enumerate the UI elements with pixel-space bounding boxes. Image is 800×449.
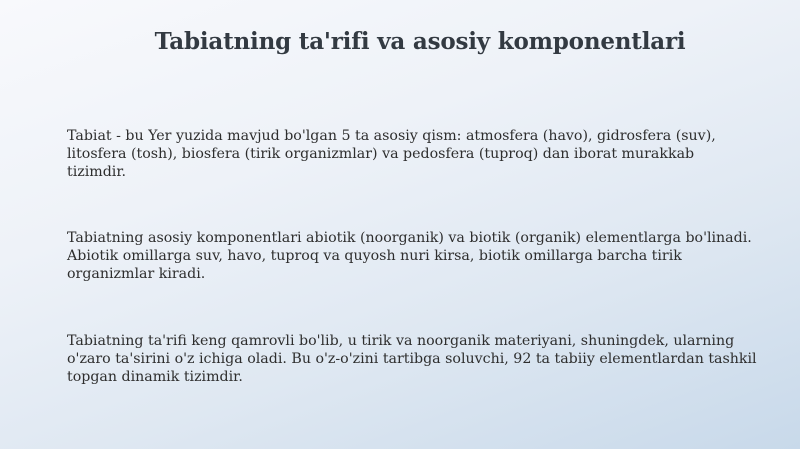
paragraph-definition: Tabiat - bu Yer yuzida mavjud bo'lgan 5 ta asosiy qism: atmosfera (havo), gidrosfera (suv), litosfera (tosh), biosfera (tirik organizmlar) va pedosfera (tuproq) dan iborat murakkab tizimdir. (67, 128, 716, 180)
slide-title: Tabiatning ta'rifi va asosiy komponentlari (154, 28, 686, 55)
paragraph-scope: Tabiatning ta'rifi keng qamrovli bo'lib, u tirik va noorganik materiyani, shuningdek, ularning o'zaro ta'sirini o'z ichiga oladi. Bu o'z-o'zini tartibga soluvchi, 92 ta tabiiy elementlardan tashkil topgan dinamik tizimdir. (67, 333, 757, 385)
paragraph-components: Tabiatning asosiy komponentlari abiotik (noorganik) va biotik (organik) elementlarga bo'linadi. Abiotik omillarga suv, havo, tuproq va quyosh nuri kirsa, biotik omillarga barcha tirik organizmlar kiradi. (67, 230, 752, 282)
